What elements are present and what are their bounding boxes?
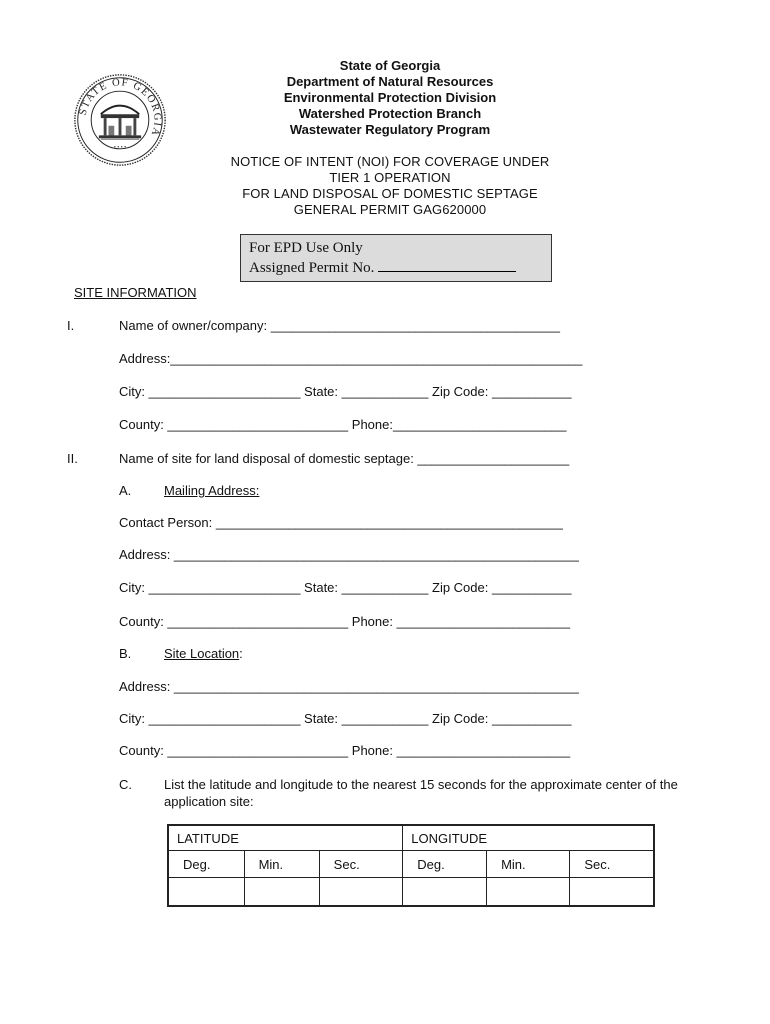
form-title-line1: NOTICE OF INTENT (NOI) FOR COVERAGE UNDER: [230, 154, 550, 169]
site-city-state-zip-field[interactable]: City: _____________________ State: ____________ Zip Code: ___________: [119, 711, 572, 726]
site-name-field[interactable]: Name of site for land disposal of domestic septage: _____________________: [119, 451, 570, 466]
owner-company-field[interactable]: Name of owner/company: ________________________________________: [119, 318, 560, 333]
form-title-line4: GENERAL PERMIT GAG620000: [293, 202, 487, 217]
form-title-line3: FOR LAND DISPOSAL OF DOMESTIC SEPTAGE: [242, 186, 538, 201]
header-division: Environmental Protection Division: [283, 90, 497, 105]
epd-use-only-box: [240, 234, 552, 282]
lat-long-table: [167, 824, 655, 907]
mailing-county-phone-field[interactable]: County: _________________________ Phone: ________________________: [119, 614, 571, 629]
site-county-phone-field[interactable]: County: _________________________ Phone: ________________________: [119, 743, 571, 758]
part-two-numeral: II.: [67, 451, 78, 466]
site-location-heading: [164, 646, 243, 661]
epd-use-only-label: For EPD Use Only: [249, 240, 363, 256]
latitude-min-header: Min.: [244, 851, 319, 878]
svg-text:• • • •: • • • •: [113, 144, 127, 151]
longitude-sec-header: Sec.: [570, 851, 654, 878]
longitude-header: LONGITUDE: [403, 825, 654, 851]
assigned-permit-field[interactable]: [378, 257, 516, 272]
section-heading-site-information: SITE INFORMATION: [74, 285, 197, 300]
longitude-deg-header: Deg.: [403, 851, 487, 878]
header-department: Department of Natural Resources: [286, 74, 494, 89]
latitude-header: LATITUDE: [168, 825, 403, 851]
latitude-sec-input[interactable]: [319, 878, 403, 907]
contact-person-field[interactable]: Contact Person: ________________________________________________: [119, 515, 563, 530]
lat-long-instruction-line2: application site:: [164, 794, 254, 809]
part-one-numeral: I.: [67, 318, 75, 333]
subsection-c-letter: C.: [119, 777, 132, 792]
header-state: State of Georgia: [339, 58, 441, 73]
owner-city-state-zip-field[interactable]: City: _____________________ State: ____________ Zip Code: ___________: [119, 384, 572, 399]
seal-text: STATE OF GEORGIA: [77, 77, 163, 139]
latitude-deg-input[interactable]: [168, 878, 244, 907]
lat-long-instruction-line1: List the latitude and longitude to the nearest 15 seconds for the approximate center of the: [164, 777, 678, 792]
georgia-state-seal-icon: [72, 72, 168, 168]
form-title-line2: TIER 1 OPERATION: [329, 170, 451, 185]
subsection-a-letter: A.: [119, 483, 132, 498]
owner-county-phone-field[interactable]: County: _________________________ Phone:________________________: [119, 417, 567, 432]
longitude-deg-input[interactable]: [403, 878, 487, 907]
latitude-deg-header: Deg.: [168, 851, 244, 878]
longitude-min-header: Min.: [487, 851, 570, 878]
site-location-colon: :: [239, 646, 243, 661]
header-program: Wastewater Regulatory Program: [289, 122, 491, 137]
mailing-address-field[interactable]: Address: ________________________________________________________: [119, 547, 579, 562]
longitude-min-input[interactable]: [487, 878, 570, 907]
site-address-field[interactable]: Address: ________________________________________________________: [119, 679, 579, 694]
site-location-label: Site Location: [164, 646, 240, 661]
mailing-address-heading: Mailing Address:: [164, 483, 260, 498]
subsection-b-letter: B.: [119, 646, 132, 661]
mailing-city-state-zip-field[interactable]: City: _____________________ State: ____________ Zip Code: ___________: [119, 580, 572, 595]
latitude-min-input[interactable]: [244, 878, 319, 907]
header-branch: Watershed Protection Branch: [298, 106, 482, 121]
assigned-permit-label: Assigned Permit No.: [249, 260, 375, 276]
longitude-sec-input[interactable]: [570, 878, 654, 907]
owner-address-field[interactable]: Address:_________________________________________________________: [119, 351, 583, 366]
latitude-sec-header: Sec.: [319, 851, 403, 878]
